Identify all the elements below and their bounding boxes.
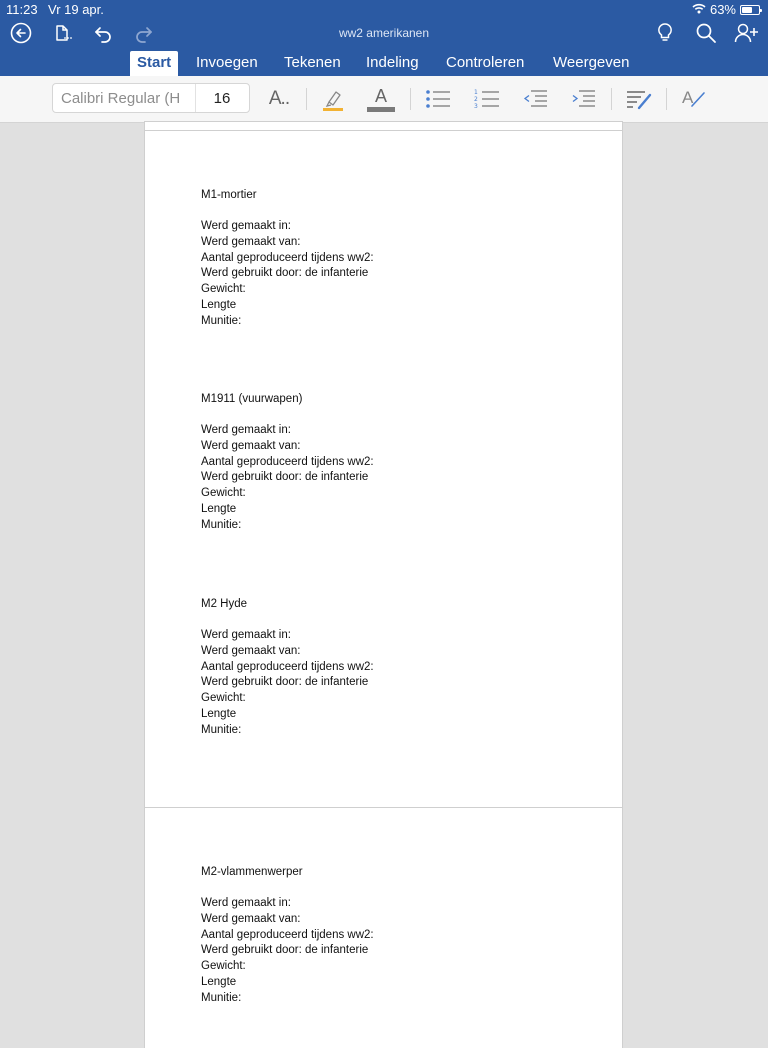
section-line[interactable]: Werd gemaakt in: bbox=[201, 424, 291, 437]
section-line[interactable]: Werd gemaakt in: bbox=[201, 897, 291, 910]
section-line[interactable]: Lengte bbox=[201, 708, 237, 721]
section-2[interactable] bbox=[201, 392, 561, 534]
section-line[interactable]: Lengte bbox=[201, 299, 237, 312]
document-title[interactable]: ww2 amerikanen bbox=[338, 26, 430, 40]
font-color-bar bbox=[367, 107, 395, 112]
increase-indent-icon[interactable] bbox=[568, 84, 598, 114]
styles-icon[interactable] bbox=[624, 84, 654, 114]
clear-formatting-icon[interactable] bbox=[679, 84, 709, 114]
section-line[interactable]: Munitie: bbox=[201, 314, 242, 327]
section-line[interactable]: Aantal geproduceerd tijdens ww2: bbox=[201, 251, 374, 264]
section-heading[interactable]: M1-mortier bbox=[201, 189, 257, 201]
document-page-2[interactable] bbox=[145, 808, 622, 1048]
section-line[interactable]: Werd gemaakt in: bbox=[201, 220, 291, 233]
section-line[interactable]: Lengte bbox=[201, 976, 237, 989]
section-line[interactable]: Werd gemaakt van: bbox=[201, 644, 301, 657]
lightbulb-icon[interactable] bbox=[652, 20, 678, 46]
section-heading[interactable]: M1911 (vuurwapen) bbox=[201, 393, 303, 405]
tab-weergeven[interactable]: Weergeven bbox=[553, 54, 630, 71]
ribbon-tabs bbox=[0, 51, 768, 76]
style-label: A bbox=[682, 88, 694, 107]
section-line[interactable]: Aantal geproduceerd tijdens ww2: bbox=[201, 928, 374, 941]
font-color-label: A bbox=[374, 85, 387, 106]
svg-text:3: 3 bbox=[474, 103, 478, 110]
font-format-button[interactable] bbox=[264, 84, 294, 114]
section-3[interactable] bbox=[201, 597, 561, 739]
highlighter-icon[interactable] bbox=[318, 84, 348, 114]
tab-indeling[interactable]: Indeling bbox=[366, 54, 419, 71]
section-line[interactable]: Aantal geproduceerd tijdens ww2: bbox=[201, 660, 374, 673]
status-date: Vr 19 apr. bbox=[48, 2, 104, 17]
section-4[interactable] bbox=[201, 865, 561, 1007]
section-line[interactable]: Munitie: bbox=[201, 518, 242, 531]
section-line[interactable]: Gewicht: bbox=[201, 960, 246, 973]
wifi-icon bbox=[692, 2, 706, 17]
battery-icon bbox=[740, 5, 760, 15]
page-header-line bbox=[145, 130, 622, 131]
svg-text:1: 1 bbox=[474, 89, 478, 96]
tab-start[interactable]: Start bbox=[130, 51, 178, 76]
section-line[interactable]: Werd gebruikt door: de infanterie bbox=[201, 267, 369, 280]
ribbon-toolbar bbox=[0, 76, 768, 123]
section-heading[interactable]: M2-vlammenwerper bbox=[201, 866, 303, 878]
status-time: 11:23 bbox=[6, 2, 38, 17]
section-line[interactable]: Gewicht: bbox=[201, 283, 246, 296]
section-line[interactable]: Gewicht: bbox=[201, 692, 246, 705]
status-right bbox=[692, 2, 760, 17]
section-line[interactable]: Gewicht: bbox=[201, 487, 246, 500]
document-page-1[interactable] bbox=[145, 122, 622, 807]
ribbon-divider bbox=[611, 88, 612, 110]
section-line[interactable]: Werd gemaakt van: bbox=[201, 439, 301, 452]
svg-text:2: 2 bbox=[474, 96, 478, 103]
font-format-label: A.. bbox=[268, 88, 290, 109]
section-line[interactable]: Werd gebruikt door: de infanterie bbox=[201, 944, 369, 957]
font-color-button[interactable] bbox=[366, 84, 396, 114]
font-name-field[interactable]: Calibri Regular (H bbox=[61, 90, 181, 107]
share-person-icon[interactable] bbox=[734, 20, 760, 46]
section-line[interactable]: Werd gebruikt door: de infanterie bbox=[201, 471, 369, 484]
battery-percentage: 63% bbox=[709, 2, 736, 17]
ribbon-divider bbox=[410, 88, 411, 110]
tab-tekenen[interactable]: Tekenen bbox=[284, 54, 341, 71]
section-heading[interactable]: M2 Hyde bbox=[201, 598, 248, 610]
section-line[interactable]: Aantal geproduceerd tijdens ww2: bbox=[201, 455, 374, 468]
section-line[interactable]: Werd gemaakt in: bbox=[201, 629, 291, 642]
section-line[interactable]: Werd gemaakt van: bbox=[201, 235, 301, 248]
ribbon-divider bbox=[306, 88, 307, 110]
section-line[interactable]: Werd gebruikt door: de infanterie bbox=[201, 676, 369, 689]
tab-invoegen[interactable]: Invoegen bbox=[196, 54, 258, 71]
numbered-list-icon[interactable] bbox=[472, 84, 502, 114]
tab-controleren[interactable]: Controleren bbox=[446, 54, 525, 71]
font-size-field[interactable]: 16 bbox=[213, 90, 231, 107]
bullet-list-icon[interactable] bbox=[423, 84, 453, 114]
section-line[interactable]: Munitie: bbox=[201, 991, 242, 1004]
section-line[interactable]: Werd gemaakt van: bbox=[201, 912, 301, 925]
font-picker[interactable] bbox=[52, 83, 250, 113]
section-1[interactable] bbox=[201, 188, 561, 330]
app-header bbox=[0, 0, 768, 76]
search-icon[interactable] bbox=[693, 20, 719, 46]
section-line[interactable]: Lengte bbox=[201, 503, 237, 516]
decrease-indent-icon[interactable] bbox=[520, 84, 550, 114]
ribbon-divider bbox=[666, 88, 667, 110]
section-line[interactable]: Munitie: bbox=[201, 723, 242, 736]
